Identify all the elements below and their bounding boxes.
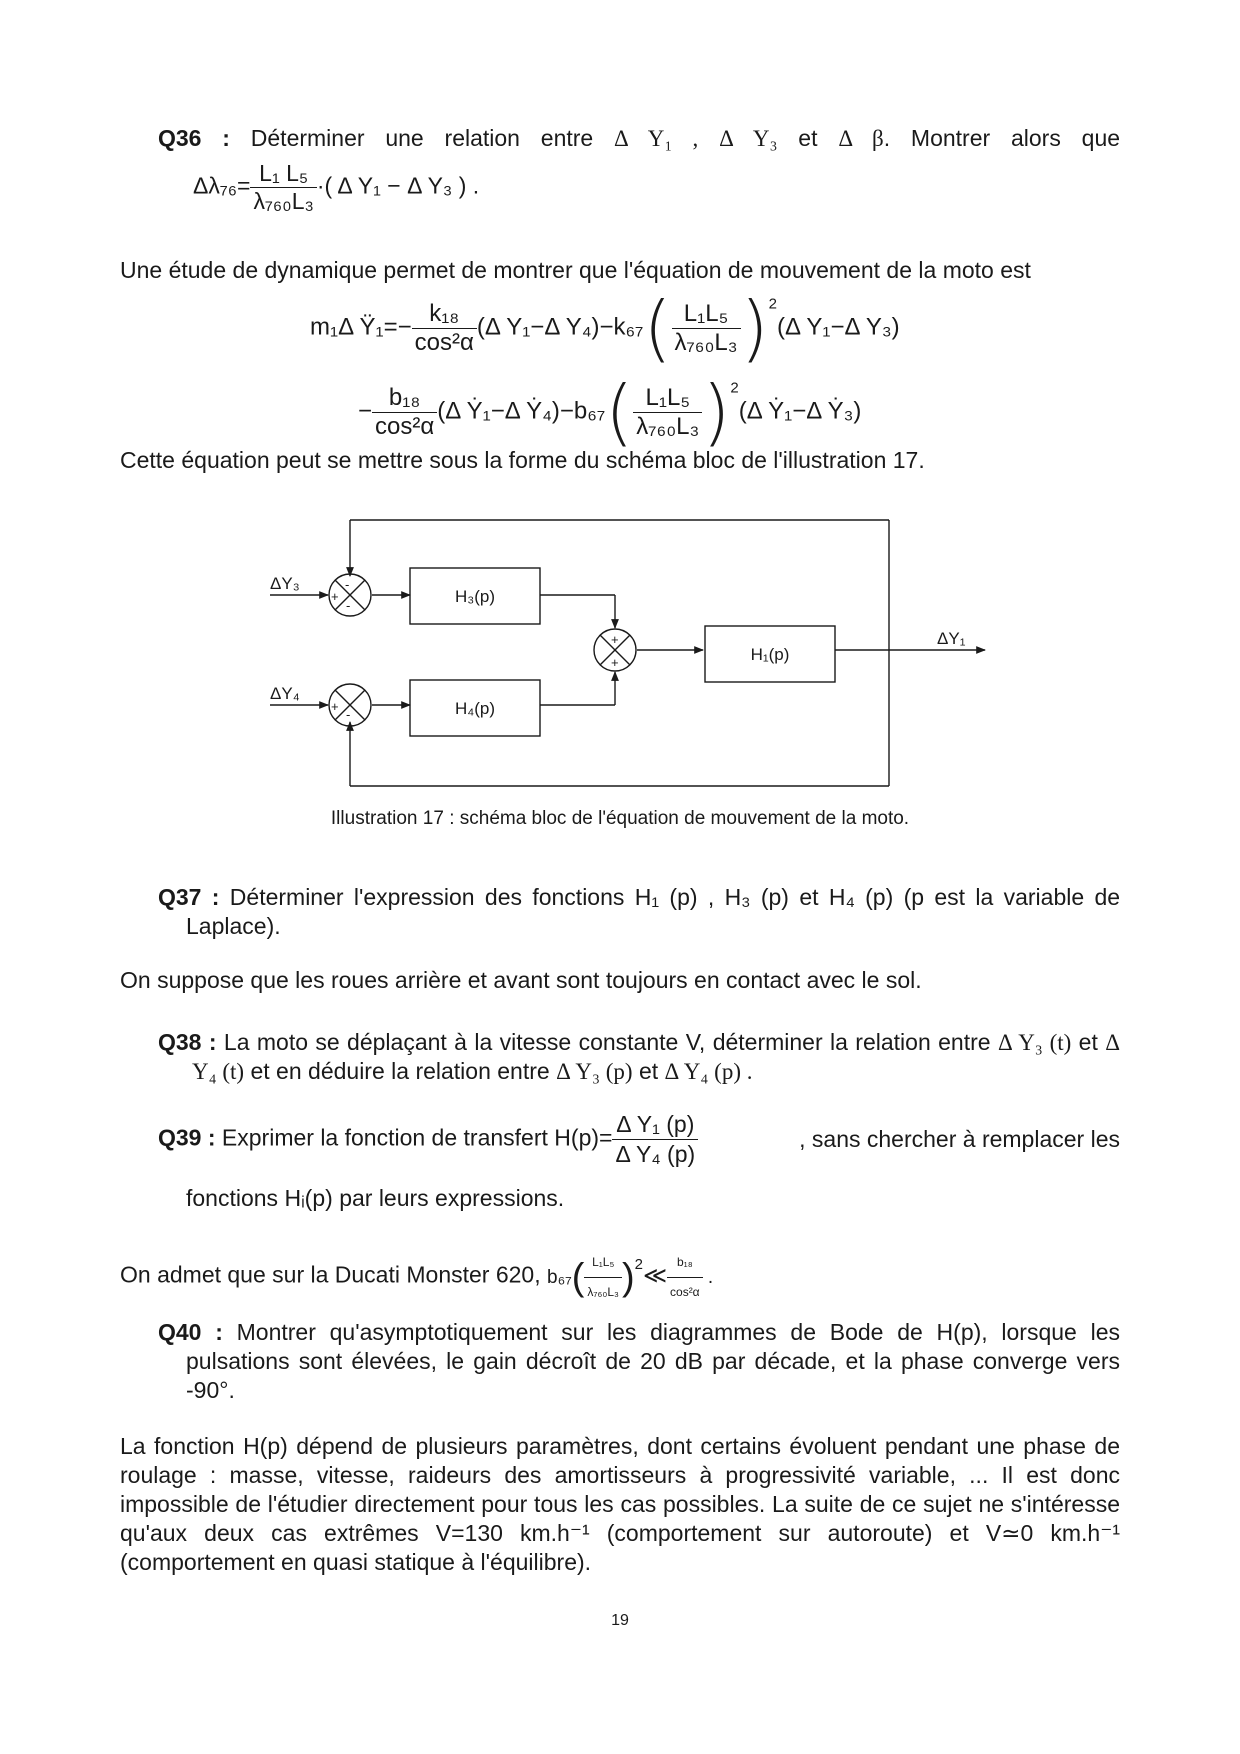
fraction-denominator: λ₇₆₀L₃: [674, 328, 738, 356]
left-paren: (: [643, 286, 672, 370]
formula-lhs: Δλ₇₆=: [193, 172, 251, 199]
fraction-denominator: λ₇₆₀L₃: [636, 412, 700, 440]
math-inequality: [547, 1255, 714, 1299]
math-delta-y3: Δ Y₃: [719, 126, 778, 151]
caption-text: Illustration 17 : schéma bloc de l'équation de mouvement de la moto.: [330, 808, 910, 829]
paragraph-text: La fonction H(p) dépend de plusieurs paramètres, dont certains évoluent pendant une phase de roulage : masse, vitesse, raideurs des amortisseurs à progressivité variable, ... Il est donc impossible de l'étudier directement pour tous les cas possibles. La suite de ce sujet ne s'intéresse qu'aux deux cas extrêmes: [120, 1433, 1120, 1546]
question-text: et: [638, 1058, 659, 1084]
fraction-transfer: [612, 1110, 698, 1169]
question-text: et en déduire la relation entre: [250, 1058, 550, 1084]
paragraph-contact: [120, 966, 1120, 995]
label-delta-y4: ΔY₄: [270, 684, 300, 703]
question-text: (p est la variable de Laplace).: [186, 884, 1121, 939]
paragraph-final: [120, 1432, 1120, 1577]
left-paren: (: [571, 1256, 585, 1298]
question-label: Q39 :: [158, 1124, 216, 1151]
sign-plus: +: [331, 699, 339, 714]
label-delta-y1: ΔY₁: [937, 629, 966, 648]
exponent: 2: [768, 295, 777, 313]
block-h1-label: H₁(p): [750, 645, 790, 664]
block-h4-label: H₄(p): [455, 699, 495, 718]
math-h4: H₄ (p): [828, 884, 894, 910]
question-text: Exprimer la fonction de transfert: [221, 1124, 548, 1151]
fraction-denominator: cos²α: [375, 412, 435, 440]
paragraph-ducati: [120, 1248, 1120, 1307]
math-h3: H₃ (p): [724, 884, 789, 910]
math-y3t: Δ Y₃ (t): [997, 1030, 1072, 1055]
right-paren: ): [621, 1256, 635, 1298]
question-q39-line2: [186, 1184, 1120, 1213]
question-q39: [158, 1110, 1120, 1169]
fraction-numerator: b₁₈: [372, 384, 437, 413]
question-text: et: [799, 884, 819, 910]
paragraph-text: Cette équation peut se mettre sous la forme du schéma bloc de l'illustration 17.: [120, 447, 925, 473]
question-q38: [158, 1028, 1120, 1086]
question-label: Q37 :: [158, 884, 220, 910]
equation-lhs: m₁Δ Ÿ₁=−: [310, 313, 412, 341]
math-b67: b₆₇: [547, 1266, 572, 1288]
paragraph-text: (comportement en quasi statique à l'équilibre).: [120, 1549, 592, 1575]
fraction-numerator: L₁L₅: [633, 384, 702, 413]
fraction-numerator: L₁L₅: [584, 1248, 622, 1278]
math-hp: H(p)=: [554, 1124, 613, 1151]
question-text: Déterminer l'expression des fonctions: [229, 884, 625, 910]
period: .: [707, 1266, 714, 1288]
equation-term: (Δ Ẏ₁−Δ Ẏ₄)−b₆₇: [437, 397, 606, 425]
question-text: par leurs expressions.: [339, 1185, 565, 1211]
paragraph-text: (comportement sur autoroute) et: [606, 1520, 969, 1546]
sign-plus: +: [611, 632, 619, 647]
sign-plus: +: [331, 589, 339, 604]
question-label: Q36 :: [158, 125, 230, 151]
fraction-numerator: L₁L₅: [672, 300, 741, 329]
math-v0: V≃0 km.h⁻¹: [985, 1520, 1120, 1546]
exponent: 2: [730, 379, 739, 397]
right-paren: ): [740, 286, 769, 370]
question-label: Q40 :: [158, 1319, 223, 1345]
fraction-denominator: cos²α: [414, 328, 474, 356]
math-much-less: ≪: [642, 1261, 668, 1288]
question-q37: [158, 883, 1120, 941]
question-text: et: [798, 125, 818, 151]
math-delta-y1: Δ Y₁ ,: [614, 126, 699, 151]
exponent: 2: [634, 1255, 643, 1273]
question-q40: [158, 1318, 1120, 1405]
question-text: Déterminer une relation entre: [250, 125, 594, 151]
fraction-l1l5: [584, 1248, 622, 1307]
equation-term: (Δ Ẏ₁−Δ Ẏ₃): [738, 397, 862, 425]
question-label: Q38 :: [158, 1029, 217, 1055]
question-text: , sans chercher à remplacer les: [799, 1126, 1120, 1152]
math-v130: V=130 km.h⁻¹: [435, 1520, 590, 1546]
sign-minus: -: [345, 577, 350, 592]
fraction-numerator: k₁₈: [412, 300, 477, 329]
q39-line1-left: [158, 1110, 698, 1169]
fraction-numerator: L₁ L₅: [250, 160, 316, 188]
question-text: La moto se déplaçant à la vitesse constante V, déterminer la relation entre: [223, 1029, 991, 1055]
math-y3p: Δ Y₃ (p): [556, 1059, 633, 1084]
math-y4t: Δ Y₄ (t): [192, 1030, 1121, 1084]
question-text: et: [1078, 1029, 1098, 1055]
label-delta-y3: ΔY₃: [270, 574, 300, 593]
fraction-denominator: cos²α: [670, 1285, 700, 1299]
math-y4p: Δ Y₄ (p) .: [664, 1059, 753, 1084]
figure-caption: [0, 808, 1240, 830]
fraction-denominator: λ₇₆₀L₃: [253, 188, 314, 214]
sign-minus: -: [346, 707, 351, 722]
math-hi: Hᵢ(p): [284, 1185, 333, 1211]
fraction-numerator: b₁₈: [667, 1248, 703, 1278]
fraction-denominator: λ₇₆₀L₃: [587, 1285, 619, 1299]
paragraph-text: On suppose que les roues arrière et avant sont toujours en contact avec le sol.: [120, 967, 922, 993]
question-text: . Montrer alors que: [883, 125, 1121, 151]
question-text: Montrer qu'asymptotiquement sur les diagrammes de Bode de H(p), lorsque les pulsations sont élevées, le gain décroît de 20 dB par décade, et la phase converge vers -90°.: [186, 1319, 1120, 1403]
paragraph-text: On admet que sur la Ducati Monster 620,: [120, 1261, 541, 1288]
sign-plus: +: [611, 655, 619, 670]
sign-minus: -: [346, 598, 351, 613]
fraction-numerator: Δ Y₁ (p): [612, 1110, 698, 1140]
equation-term: (Δ Y₁−Δ Y₄)−k₆₇: [476, 313, 644, 341]
question-text: fonctions: [186, 1185, 279, 1211]
right-paren: ): [702, 370, 731, 454]
equation-minus: −: [358, 397, 373, 425]
fraction-b18: [667, 1248, 703, 1307]
left-paren: (: [605, 370, 634, 454]
equation-term: (Δ Y₁−Δ Y₃): [776, 313, 900, 341]
math-delta-beta: Δ β: [838, 126, 884, 151]
fraction-denominator: Δ Y₄ (p): [615, 1141, 696, 1167]
page-number: [0, 1612, 1240, 1630]
paragraph-text: Une étude de dynamique permet de montrer que l'équation de mouvement de la moto est: [120, 257, 1031, 283]
formula-rhs: ·( Δ Y₁ − Δ Y₃ ) .: [316, 172, 480, 199]
block-h3-label: H₃(p): [455, 587, 495, 606]
page-number-text: 19: [611, 1612, 629, 1629]
math-h1: H₁ (p) ,: [634, 884, 715, 910]
